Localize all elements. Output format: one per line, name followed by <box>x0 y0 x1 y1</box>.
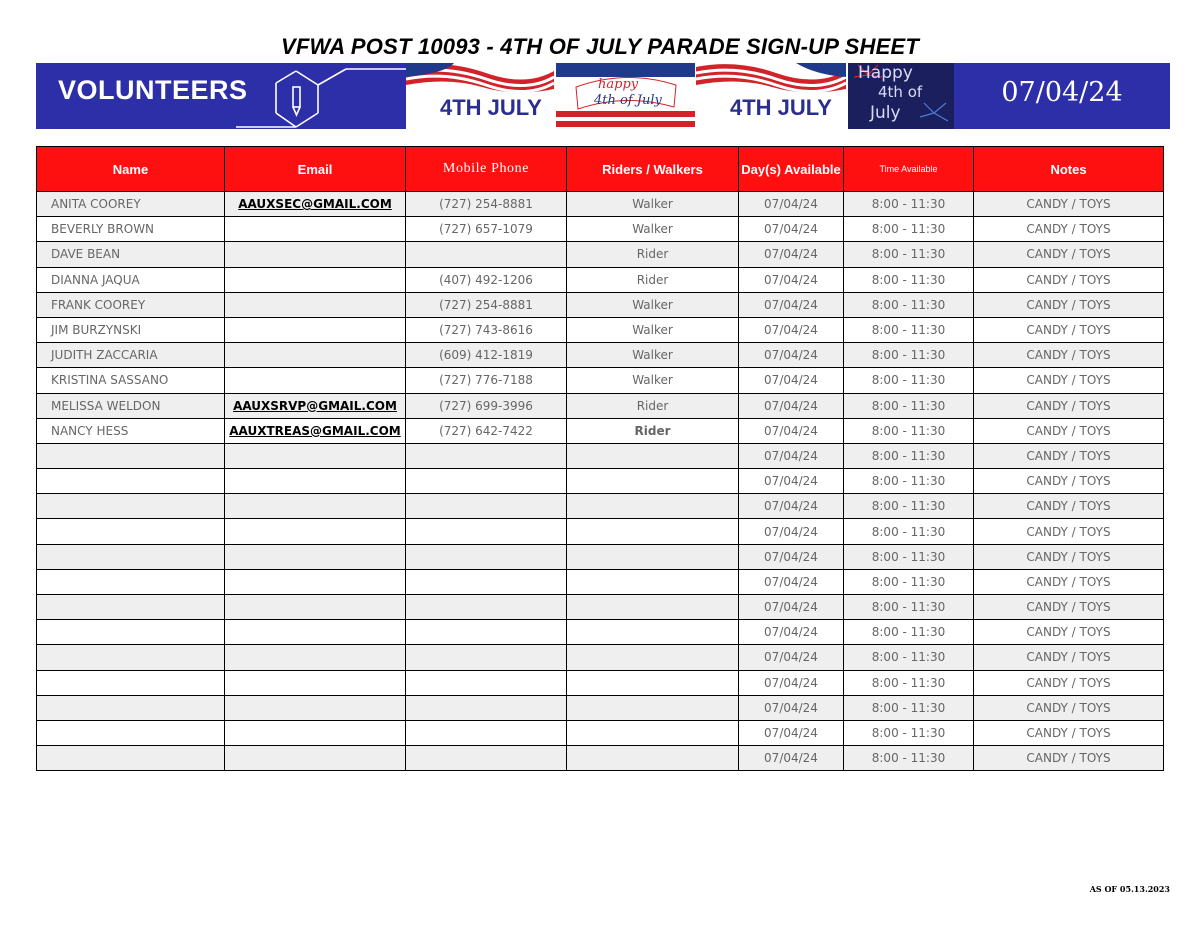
table-row <box>37 544 1164 569</box>
cell-notes: CANDY / TOYS <box>974 595 1164 620</box>
cell-email <box>225 317 406 342</box>
cell-email <box>225 544 406 569</box>
cell-day: 07/04/24 <box>739 418 844 443</box>
cell-role: Rider <box>567 393 739 418</box>
cell-phone <box>406 569 567 594</box>
cell-email[interactable]: AAUXSEC@GMAIL.COM <box>225 192 406 217</box>
happy-4th-of-july-fireworks-image: Happy 4th of July <box>848 63 954 129</box>
table-row <box>37 469 1164 494</box>
cell-time: 8:00 - 11:30 <box>844 192 974 217</box>
cell-day: 07/04/24 <box>739 242 844 267</box>
cell-phone <box>406 720 567 745</box>
cell-phone <box>406 695 567 720</box>
table-row <box>37 443 1164 468</box>
cell-email <box>225 720 406 745</box>
cell-role: Rider <box>567 418 739 443</box>
cell-day: 07/04/24 <box>739 569 844 594</box>
cell-email <box>225 670 406 695</box>
cell-role <box>567 595 739 620</box>
cell-notes: CANDY / TOYS <box>974 469 1164 494</box>
cell-time: 8:00 - 11:30 <box>844 469 974 494</box>
cell-email <box>225 217 406 242</box>
cell-time: 8:00 - 11:30 <box>844 695 974 720</box>
cell-phone <box>406 242 567 267</box>
cell-name: JIM BURZYNSKI <box>37 317 225 342</box>
cell-name <box>37 645 225 670</box>
cell-name: FRANK COOREY <box>37 292 225 317</box>
cell-notes: CANDY / TOYS <box>974 695 1164 720</box>
cell-role <box>567 569 739 594</box>
column-header-time-available: Time Available <box>844 147 974 192</box>
cell-day: 07/04/24 <box>739 469 844 494</box>
table-row <box>37 217 1164 242</box>
cell-role <box>567 544 739 569</box>
cell-name: JUDITH ZACCARIA <box>37 343 225 368</box>
cell-time: 8:00 - 11:30 <box>844 746 974 771</box>
table-row <box>37 418 1164 443</box>
cell-name: DIANNA JAQUA <box>37 267 225 292</box>
cell-email <box>225 569 406 594</box>
pencil-hexagon-icon <box>236 63 406 129</box>
cell-time: 8:00 - 11:30 <box>844 720 974 745</box>
cell-phone: (727) 254-8881 <box>406 292 567 317</box>
table-row <box>37 746 1164 771</box>
cell-name <box>37 746 225 771</box>
cell-notes: CANDY / TOYS <box>974 569 1164 594</box>
cell-time: 8:00 - 11:30 <box>844 317 974 342</box>
cell-day: 07/04/24 <box>739 695 844 720</box>
cell-time: 8:00 - 11:30 <box>844 292 974 317</box>
table-row <box>37 695 1164 720</box>
cell-phone <box>406 670 567 695</box>
cell-day: 07/04/24 <box>739 343 844 368</box>
cell-name: ANITA COOREY <box>37 192 225 217</box>
cell-phone: (727) 642-7422 <box>406 418 567 443</box>
cell-name <box>37 695 225 720</box>
cell-time: 8:00 - 11:30 <box>844 242 974 267</box>
cell-phone <box>406 544 567 569</box>
cell-phone <box>406 469 567 494</box>
signup-table <box>36 146 1164 771</box>
cell-phone: (727) 254-8881 <box>406 192 567 217</box>
table-row <box>37 368 1164 393</box>
cell-phone <box>406 595 567 620</box>
cell-email[interactable]: AAUXTREAS@GMAIL.COM <box>225 418 406 443</box>
table-row <box>37 343 1164 368</box>
cell-day: 07/04/24 <box>739 519 844 544</box>
cell-notes: CANDY / TOYS <box>974 620 1164 645</box>
cell-notes: CANDY / TOYS <box>974 393 1164 418</box>
cell-day: 07/04/24 <box>739 746 844 771</box>
cell-notes: CANDY / TOYS <box>974 192 1164 217</box>
table-row <box>37 292 1164 317</box>
table-row <box>37 620 1164 645</box>
cell-day: 07/04/24 <box>739 620 844 645</box>
table-row <box>37 393 1164 418</box>
cell-day: 07/04/24 <box>739 544 844 569</box>
table-header-row <box>37 147 1164 192</box>
happy-4th-of-july-script-image: happy 4th of July <box>556 63 695 129</box>
table-row <box>37 645 1164 670</box>
cell-notes: CANDY / TOYS <box>974 720 1164 745</box>
cell-name <box>37 544 225 569</box>
cell-email <box>225 620 406 645</box>
cell-time: 8:00 - 11:30 <box>844 595 974 620</box>
table-row <box>37 192 1164 217</box>
column-header-name: Name <box>37 147 225 192</box>
cell-role: Walker <box>567 368 739 393</box>
cell-day: 07/04/24 <box>739 443 844 468</box>
cell-time: 8:00 - 11:30 <box>844 343 974 368</box>
cell-role <box>567 620 739 645</box>
column-header-email: Email <box>225 147 406 192</box>
cell-name <box>37 443 225 468</box>
cell-day: 07/04/24 <box>739 192 844 217</box>
cell-email <box>225 469 406 494</box>
table-row <box>37 494 1164 519</box>
cell-name <box>37 620 225 645</box>
cell-email <box>225 267 406 292</box>
date-panel <box>954 63 1170 129</box>
cell-day: 07/04/24 <box>739 595 844 620</box>
cell-phone: (727) 657-1079 <box>406 217 567 242</box>
cell-phone <box>406 645 567 670</box>
cell-notes: CANDY / TOYS <box>974 317 1164 342</box>
cell-role: Rider <box>567 242 739 267</box>
cell-time: 8:00 - 11:30 <box>844 620 974 645</box>
cell-notes: CANDY / TOYS <box>974 418 1164 443</box>
cell-notes: CANDY / TOYS <box>974 746 1164 771</box>
cell-notes: CANDY / TOYS <box>974 519 1164 544</box>
cell-time: 8:00 - 11:30 <box>844 494 974 519</box>
cell-name <box>37 720 225 745</box>
cell-time: 8:00 - 11:30 <box>844 519 974 544</box>
as-of-date-note: AS OF 05.13.2023 <box>1089 884 1170 894</box>
cell-role: Walker <box>567 192 739 217</box>
table-row <box>37 267 1164 292</box>
column-header-mobile-phone: Mobile Phone <box>406 147 567 192</box>
cell-notes: CANDY / TOYS <box>974 292 1164 317</box>
cell-phone: (727) 699-3996 <box>406 393 567 418</box>
table-row <box>37 595 1164 620</box>
cell-email <box>225 494 406 519</box>
cell-name <box>37 569 225 594</box>
cell-phone: (407) 492-1206 <box>406 267 567 292</box>
cell-name <box>37 670 225 695</box>
cell-email[interactable]: AAUXSRVP@GMAIL.COM <box>225 393 406 418</box>
cell-role <box>567 443 739 468</box>
cell-notes: CANDY / TOYS <box>974 267 1164 292</box>
cell-notes: CANDY / TOYS <box>974 544 1164 569</box>
cell-phone <box>406 519 567 544</box>
cell-email <box>225 292 406 317</box>
cell-role <box>567 746 739 771</box>
table-row <box>37 569 1164 594</box>
cell-time: 8:00 - 11:30 <box>844 267 974 292</box>
cell-email <box>225 368 406 393</box>
cell-role <box>567 670 739 695</box>
cell-name <box>37 494 225 519</box>
cell-notes: CANDY / TOYS <box>974 242 1164 267</box>
cell-notes: CANDY / TOYS <box>974 368 1164 393</box>
cell-name: KRISTINA SASSANO <box>37 368 225 393</box>
cell-day: 07/04/24 <box>739 368 844 393</box>
cell-phone <box>406 620 567 645</box>
cell-notes: CANDY / TOYS <box>974 494 1164 519</box>
cell-role <box>567 494 739 519</box>
cell-role <box>567 469 739 494</box>
cell-phone: (727) 743-8616 <box>406 317 567 342</box>
cell-time: 8:00 - 11:30 <box>844 670 974 695</box>
cell-time: 8:00 - 11:30 <box>844 368 974 393</box>
cell-day: 07/04/24 <box>739 645 844 670</box>
cell-email <box>225 443 406 468</box>
column-header-notes: Notes <box>974 147 1164 192</box>
cell-email <box>225 519 406 544</box>
cell-day: 07/04/24 <box>739 267 844 292</box>
cell-time: 8:00 - 11:30 <box>844 217 974 242</box>
cell-role: Walker <box>567 317 739 342</box>
table-row <box>37 317 1164 342</box>
cell-name: BEVERLY BROWN <box>37 217 225 242</box>
table-row <box>37 242 1164 267</box>
cell-day: 07/04/24 <box>739 393 844 418</box>
cell-time: 8:00 - 11:30 <box>844 393 974 418</box>
cell-time: 8:00 - 11:30 <box>844 645 974 670</box>
cell-notes: CANDY / TOYS <box>974 443 1164 468</box>
cell-phone: (727) 776-7188 <box>406 368 567 393</box>
cell-time: 8:00 - 11:30 <box>844 418 974 443</box>
cell-name <box>37 469 225 494</box>
cell-role: Walker <box>567 292 739 317</box>
cell-role <box>567 720 739 745</box>
cell-role <box>567 695 739 720</box>
cell-email <box>225 343 406 368</box>
cell-name <box>37 519 225 544</box>
column-header-riders-walkers: Riders / Walkers <box>567 147 739 192</box>
cell-phone <box>406 443 567 468</box>
cell-day: 07/04/24 <box>739 217 844 242</box>
cell-name <box>37 595 225 620</box>
cell-notes: CANDY / TOYS <box>974 217 1164 242</box>
cell-role <box>567 645 739 670</box>
cell-time: 8:00 - 11:30 <box>844 443 974 468</box>
cell-email <box>225 645 406 670</box>
cell-phone <box>406 494 567 519</box>
cell-email <box>225 695 406 720</box>
cell-notes: CANDY / TOYS <box>974 670 1164 695</box>
cell-day: 07/04/24 <box>739 670 844 695</box>
cell-email <box>225 746 406 771</box>
cell-role <box>567 519 739 544</box>
column-header-days-available: Day(s) Available <box>739 147 844 192</box>
cell-email <box>225 242 406 267</box>
cell-day: 07/04/24 <box>739 292 844 317</box>
cell-role: Rider <box>567 267 739 292</box>
page-title: VFWA POST 10093 - 4TH OF JULY PARADE SIGN-UP SHEET <box>281 34 919 59</box>
table-row <box>37 519 1164 544</box>
event-date: 07/04/24 <box>1001 77 1123 108</box>
cell-phone: (609) 412-1819 <box>406 343 567 368</box>
cell-notes: CANDY / TOYS <box>974 343 1164 368</box>
cell-day: 07/04/24 <box>739 720 844 745</box>
cell-name: NANCY HESS <box>37 418 225 443</box>
cell-name: DAVE BEAN <box>37 242 225 267</box>
cell-role: Walker <box>567 217 739 242</box>
table-row <box>37 670 1164 695</box>
cell-role: Walker <box>567 343 739 368</box>
volunteers-panel <box>36 63 406 129</box>
cell-time: 8:00 - 11:30 <box>844 569 974 594</box>
cell-name: MELISSA WELDON <box>37 393 225 418</box>
cell-notes: CANDY / TOYS <box>974 645 1164 670</box>
volunteers-label: VOLUNTEERS <box>58 75 248 105</box>
cell-time: 8:00 - 11:30 <box>844 544 974 569</box>
cell-phone <box>406 746 567 771</box>
4th-july-flag-image-2: 4TH JULY <box>696 63 846 129</box>
4th-july-flag-image-1: 4TH JULY <box>406 63 554 129</box>
header-banner <box>36 63 1170 129</box>
cell-email <box>225 595 406 620</box>
table-row <box>37 720 1164 745</box>
cell-day: 07/04/24 <box>739 494 844 519</box>
cell-day: 07/04/24 <box>739 317 844 342</box>
